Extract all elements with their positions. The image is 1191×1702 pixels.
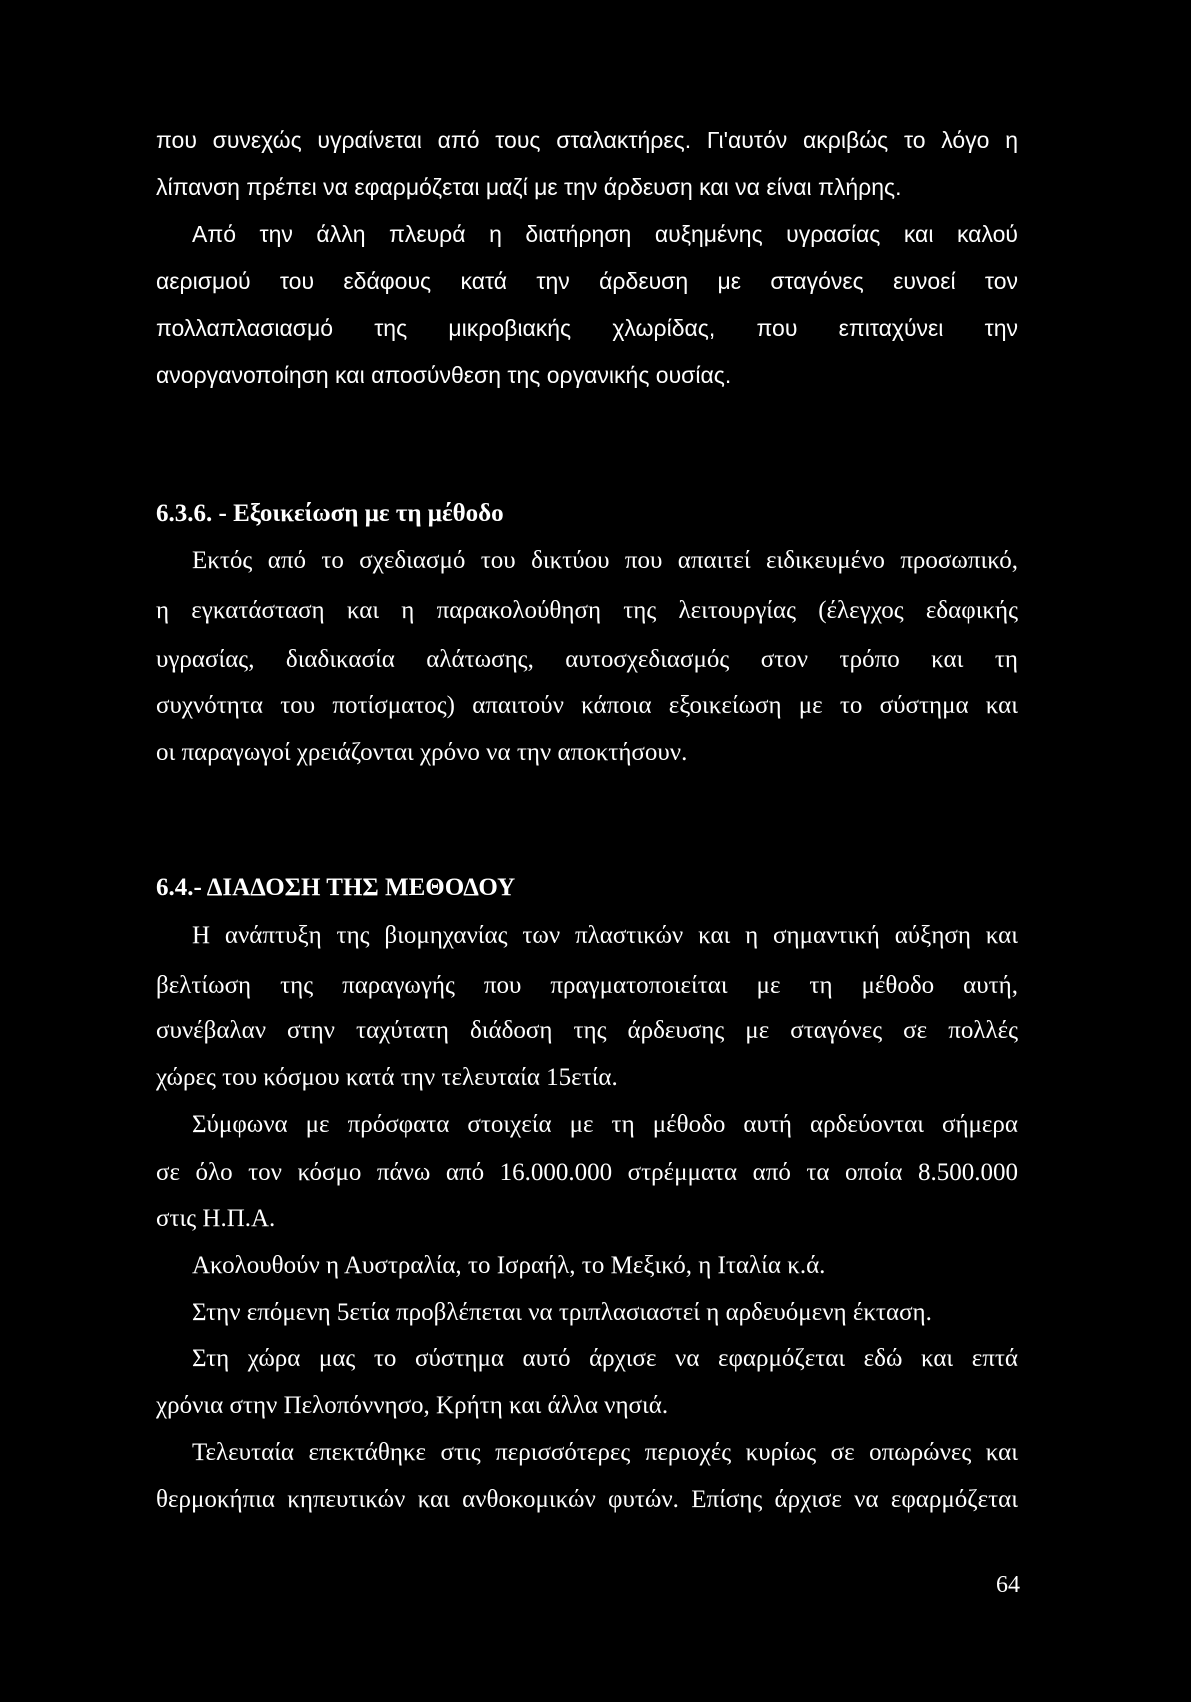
text-line: Σύμφωνα με πρόσφατα στοιχεία με τη μέθοδο αυτή αρδεύονται σήμερα <box>192 1111 1018 1138</box>
text-line: Ακολουθούν η Αυστραλία, το Ισραήλ, το Μεξικό, η Ιταλία κ.ά. <box>192 1252 826 1279</box>
text-line: πολλαπλασιασμό της μικροβιακής χλωρίδας, που επιταχύνει την <box>156 315 1018 341</box>
text-line: Από την άλλη πλευρά η διατήρηση αυξημένης υγρασίας και καλού <box>192 221 1018 247</box>
section-heading: 6.4.- ΔΙΑΔΟΣΗ ΤΗΣ ΜΕΘΟΔΟΥ <box>156 874 516 901</box>
text-line: Εκτός από το σχεδιασμό του δικτύου που απαιτεί ειδικευμένο προσωπικό, <box>192 547 1018 574</box>
text-line: οι παραγωγοί χρειάζονται χρόνο να την αποκτήσουν. <box>156 739 688 766</box>
text-line: η εγκατάσταση και η παρακολούθηση της λειτουργίας (έλεγχος εδαφικής <box>156 597 1018 624</box>
text-line: βελτίωση της παραγωγής που πραγματοποιείται με τη μέθοδο αυτή, <box>156 972 1018 999</box>
text-line: χώρες του κόσμου κατά την τελευταία 15ετία. <box>156 1064 618 1091</box>
text-line: χρόνια στην Πελοπόννησο, Κρήτη και άλλα νησιά. <box>156 1392 669 1419</box>
text-line: αερισμού του εδάφους κατά την άρδευση με σταγόνες ευνοεί τον <box>156 268 1018 294</box>
text-line: στις Η.Π.Α. <box>156 1205 276 1232</box>
section-heading: 6.3.6. - Εξοικείωση με τη μέθοδο <box>156 500 504 527</box>
text-line: σε όλο τον κόσμο πάνω από 16.000.000 στρέμματα από τα οποία 8.500.000 <box>156 1159 1018 1186</box>
text-line: Στην επόμενη 5ετία προβλέπεται να τριπλασιαστεί η αρδευόμενη έκταση. <box>192 1299 932 1326</box>
text-line: ανοργανοποίηση και αποσύνθεση της οργανικής ουσίας. <box>156 362 732 388</box>
text-line: συχνότητα του ποτίσματος) απαιτούν κάποια εξοικείωση με το σύστημα και <box>156 692 1018 719</box>
text-line: Τελευταία επεκτάθηκε στις περισσότερες περιοχές κυρίως σε οπωρώνες και <box>192 1439 1018 1466</box>
text-line: συνέβαλαν στην ταχύτατη διάδοση της άρδευσης με σταγόνες σε πολλές <box>156 1017 1018 1044</box>
text-line: Στη χώρα μας το σύστημα αυτό άρχισε να εφαρμόζεται εδώ και επτά <box>192 1345 1018 1372</box>
text-line: που συνεχώς υγραίνεται από τους σταλακτήρες. Γι'αυτόν ακριβώς το λόγο η <box>156 127 1018 153</box>
page-number: 64 <box>996 1572 1020 1598</box>
text-line: θερμοκήπια κηπευτικών και ανθοκομικών φυτών. Επίσης άρχισε να εφαρμόζεται <box>156 1486 1018 1513</box>
text-line: Η ανάπτυξη της βιομηχανίας των πλαστικών και η σημαντική αύξηση και <box>192 922 1018 949</box>
text-line: λίπανση πρέπει να εφαρμόζεται μαζί με την άρδευση και να είναι πλήρης. <box>156 174 902 200</box>
text-line: υγρασίας, διαδικασία αλάτωσης, αυτοσχεδιασμός στον τρόπο και τη <box>156 646 1018 673</box>
